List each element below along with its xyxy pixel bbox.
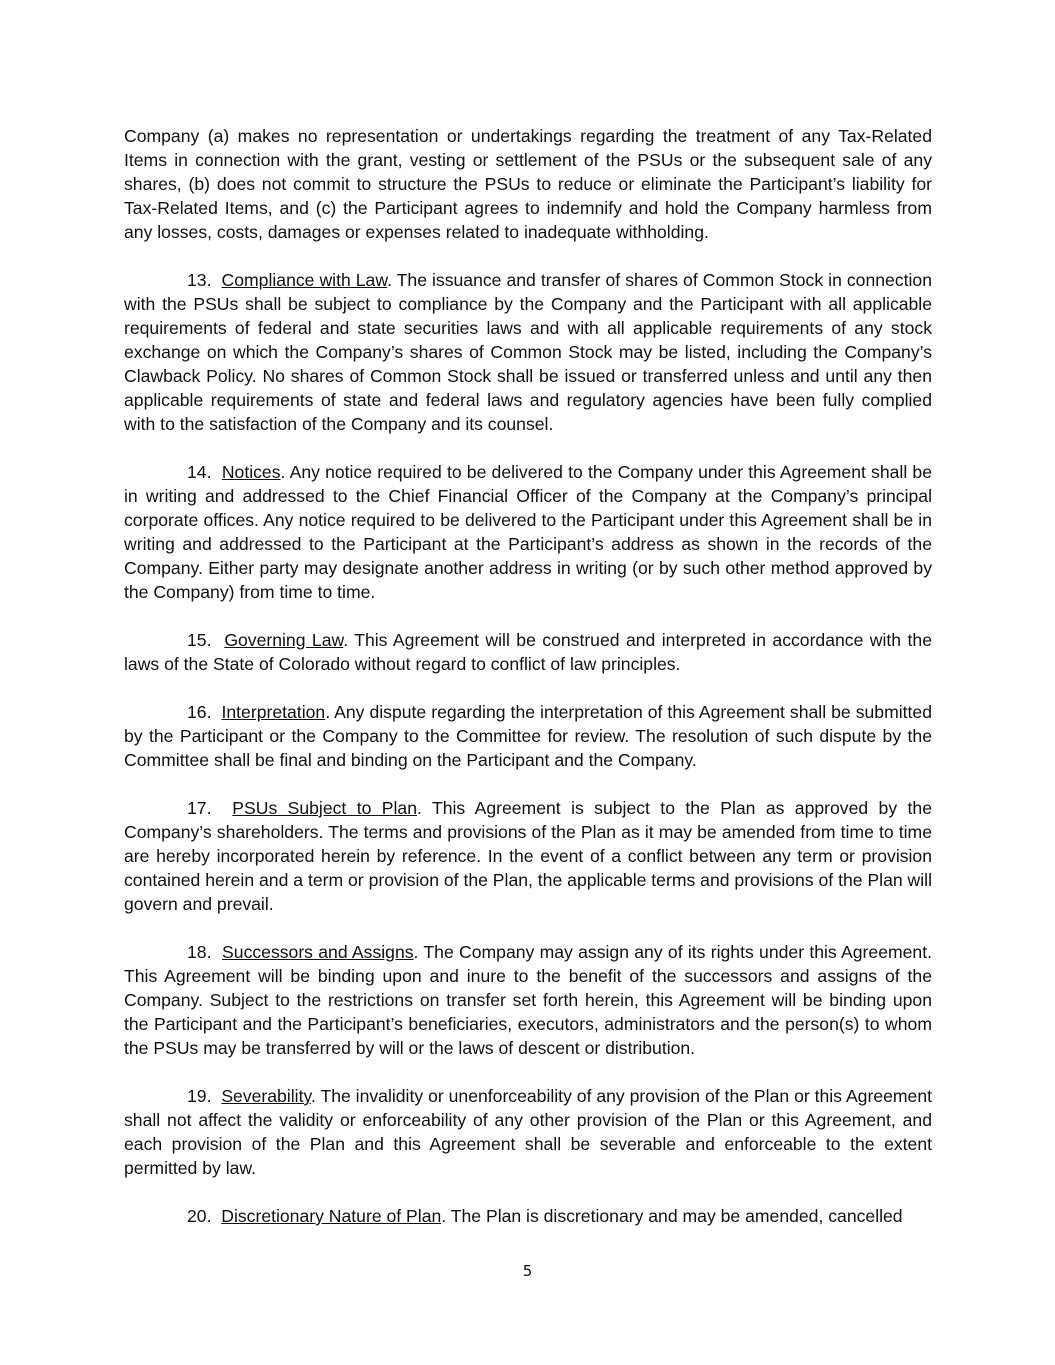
heading-separator: . [441,1206,451,1226]
section-heading: Discretionary Nature of Plan [221,1206,442,1226]
section-number: 19. [187,1086,212,1106]
section-number: 18. [187,942,212,962]
page-number: 5 [522,1262,533,1280]
document-page [124,124,932,1252]
section-17-psus-subject-to-plan [124,796,932,916]
section-number: 17. [187,798,212,818]
heading-separator: . [416,798,432,818]
section-number: 15. [187,630,212,650]
paragraph-text: Company (a) makes no representation or undertakings regarding the treatment of any Tax-Related Items in connection with the grant, vesting or settlement of the PSUs or the subsequent sale of any shares, (b) does not commit to structure the PSUs to reduce or eliminate the Participant’s liability for Tax-Related Items, and (c) the Participant agrees to indemnify and hold the Company harmless from any losses, costs, damages or expenses related to inadequate withholding. [124,126,932,242]
heading-separator: . [343,630,355,650]
section-14-notices [124,460,932,604]
section-heading: Notices [221,462,281,482]
section-text: The Plan is discretionary and may be amended, cancelled [450,1206,903,1226]
section-number: 13. [187,270,212,290]
section-text: Any dispute regarding the interpretation of this Agreement shall be submitted by the Participant or the Company to the Committee for review. The resolution of such dispute by the Committee shall be final and binding on the Participant and the Company. [124,702,932,770]
section-heading: Governing Law [224,630,344,650]
heading-separator: . [325,702,335,722]
section-20-discretionary-nature-of-plan [124,1204,932,1228]
heading-separator: . [387,270,397,290]
section-heading: Interpretation [221,702,326,722]
section-text: The issuance and transfer of shares of Common Stock in connection with the PSUs shall be subject to compliance by the Company and the Participant with all applicable requirements of federal and state securities laws and with all applicable requirements of any stock exchange on which the Company’s shares of Common Stock may be listed, including the Company’s Clawback Policy. No shares of Common Stock shall be issued or transferred unless and until any then applicable requirements of state and federal laws and regulatory agencies have been fully complied with to the satisfaction of the Company and its counsel. [124,270,932,434]
section-18-successors-and-assigns [124,940,932,1060]
section-text: This Agreement is subject to the Plan as approved by the Company’s shareholders. The terms and provisions of the Plan as it may be amended from time to time are hereby incorporated herein by reference. In the event of a conflict between any term or provision contained herein and a term or provision of the Plan, the applicable terms and provisions of the Plan will govern and prevail. [124,798,932,914]
section-text: The invalidity or unenforceability of any provision of the Plan or this Agreement shall not affect the validity or enforceability of any other provision of the Plan or this Agreement, and each provision of the Plan and this Agreement shall be severable and enforceable to the extent permitted by law. [124,1086,933,1178]
section-text: Any notice required to be delivered to the Company under this Agreement shall be in writing and addressed to the Chief Financial Officer of the Company at the Company’s principal corporate offices. Any notice required to be delivered to the Participant under this Agreement shall be in writing and addressed to the Participant at the Participant’s address as shown in the records of the Company. Either party may designate another address in writing (or by such other method approved by the Company) from time to time. [124,462,932,602]
section-text: The Company may assign any of its rights under this Agreement. This Agreement will be binding upon and inure to the benefit of the successors and assigns of the Company. Subject to the restrictions on transfer set forth herein, this Agreement will be binding upon the Participant and the Participant’s beneficiaries, executors, administrators and the person(s) to whom the PSUs may be transferred by will or the laws of descent or distribution. [124,942,932,1058]
section-19-severability [124,1084,932,1180]
section-number: 16. [187,702,212,722]
heading-separator: . [413,942,424,962]
section-heading: Compliance with Law [221,270,388,290]
section-heading: Successors and Assigns [222,942,414,962]
section-13-compliance-with-law [124,268,932,436]
section-number: 14. [187,462,212,482]
paragraph-12-continuation [124,124,932,244]
section-text: This Agreement will be construed and interpreted in accordance with the laws of the State of Colorado without regard to conflict of law principles. [124,630,932,674]
section-15-governing-law [124,628,932,676]
heading-separator: . [280,462,290,482]
section-16-interpretation [124,700,932,772]
section-heading: Severability [221,1086,311,1106]
heading-separator: . [310,1086,321,1106]
section-heading: PSUs Subject to Plan [232,798,417,818]
section-number: 20. [187,1206,212,1226]
